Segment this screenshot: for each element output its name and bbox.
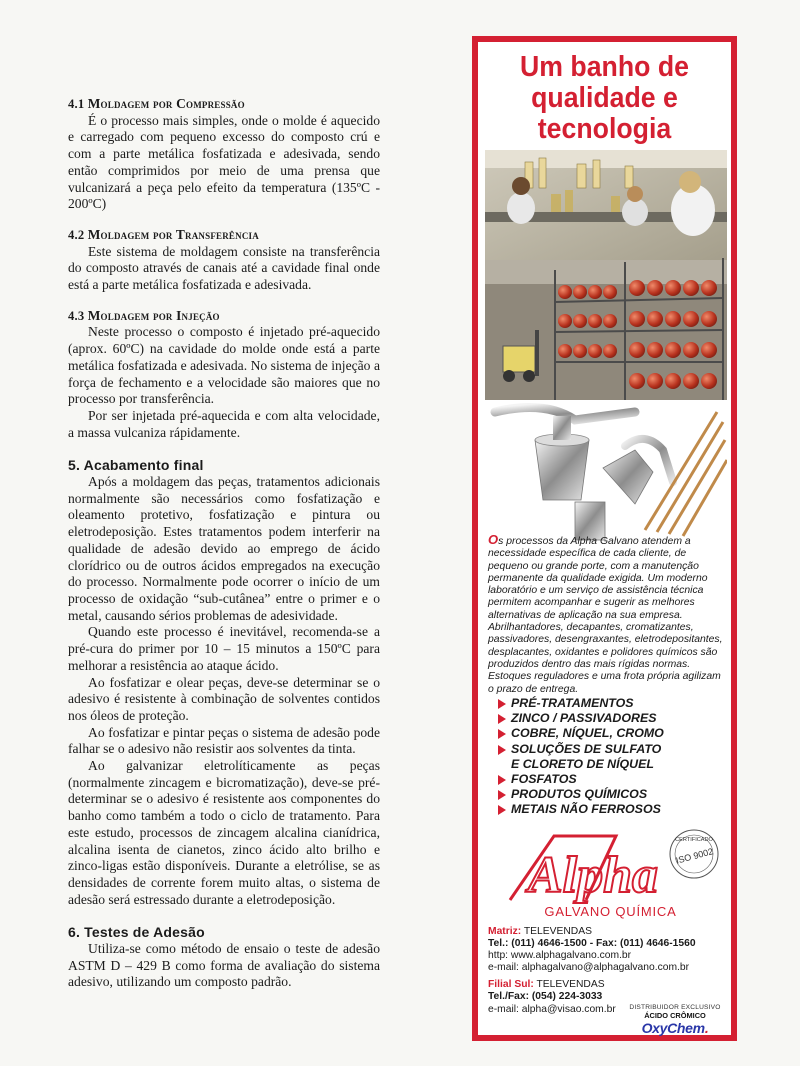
product-list-item: METAIS NÃO FERROSOS xyxy=(498,802,730,817)
triangle-bullet-icon xyxy=(498,714,506,724)
triangle-bullet-icon xyxy=(498,805,506,815)
logo-wordmark: Alpha xyxy=(528,847,659,904)
product-list-item: SOLUÇÕES DE SULFATO xyxy=(498,742,730,757)
section-5-paragraph-3: Ao fosfatizar e olear peças, deve-se determinar se o adesivo é resistente à combinação de solventes contidos nos óleos de proteção. xyxy=(68,674,380,723)
section-4-1-heading: 4.1 Moldagem por Compressão xyxy=(68,96,245,111)
section-4-1-text: É o processo mais simples, onde o molde é aquecido e carregado com pequeno excesso do composto crú e com a parte metálica fosfatizada e adesivada, sendo então comprimidos por meio de uma prensa que vulcanizará a peça pelo efeito da temperatura (135ºC - 200ºC) xyxy=(68,112,380,212)
logo-subtitle: GALVANO QUÍMICA xyxy=(544,904,677,919)
iso-seal-icon xyxy=(670,830,718,878)
filial-phone: Tel./Fax: (054) 224-3033 xyxy=(488,991,603,1003)
seal-top-text: CERTIFICADO xyxy=(675,837,713,843)
section-6-paragraph-1: Utiliza-se como método de ensaio o teste de adesão ASTM D – 429 B como forma de avaliação do sistema adesivo, utilizando um composto padrão. xyxy=(68,941,380,990)
alpha-galvano-advertisement xyxy=(472,36,737,1041)
oxychem-logo: OxyChem. xyxy=(641,1020,709,1036)
ad-headline: Um banho de qualidade e tecnologia xyxy=(520,51,689,145)
section-5-paragraph-4: Ao fosfatizar e pintar peças o sistema de adesão pode falhar se o adesivo não resistir aos solventes da tinta. xyxy=(68,724,380,757)
triangle-bullet-icon xyxy=(498,745,506,755)
section-5-heading: 5. Acabamento final xyxy=(68,457,204,474)
triangle-bullet-icon xyxy=(498,790,506,800)
website-link[interactable]: http: www.alphagalvano.com.br xyxy=(488,950,632,962)
contact-block: Matriz: TELEVENDAS Tel.: (011) 4646-1500 - Fax: (011) 4646-1560 http: www.alphagalvano.com.br e-mail: alphagalvano@alphagalvano.com.br Filial Sul: TELEVENDAS Tel./Fax: (054) 224-3033 e-mail: alpha@visao.com.br xyxy=(488,926,728,1016)
matriz-phone: Tel.: (011) 4646-1500 - Fax: (011) 4646-1560 xyxy=(488,938,696,950)
product-photo-collage xyxy=(485,150,727,550)
article-column xyxy=(68,96,380,991)
section-4-3-heading: 4.3 Moldagem por Injeção xyxy=(68,307,220,323)
triangle-bullet-icon xyxy=(498,699,506,709)
section-4-3-text: Neste processo o composto é injetado pré-aquecido (aprox. 60ºC) na cavidade do molde onde está a parte metálica fosfatizada e adesivada. No sistema de injeção a força de fechamento e a velocidade são maiores que no processo por transferência. xyxy=(68,324,380,407)
section-4-2-heading: 4.2 Moldagem por Transferência xyxy=(68,226,259,242)
product-list-item-continued: E CLORETO DE NÍQUEL xyxy=(511,756,654,771)
triangle-bullet-icon xyxy=(498,775,506,785)
product-list-item: PRODUTOS QUÍMICOS xyxy=(498,787,730,802)
section-4-3-text-2: Por ser injetada pré-aquecida e com alta velocidade, a massa vulcaniza rápidamente. xyxy=(68,407,380,440)
section-5-paragraph-1: Após a moldagem das peças, tratamentos adicionais normalmente são necessários como fosfatização e oleamento protetivo, fosfatização e pintura ou eletrodeposição. Estes tratamentos podem interferir na qualidade de adesão devido ao emprego de ácido clorídrico ou de outros ácidos empregados na execução do processo. Normalmente pode ocorrer o início de um processo de oxidação “sub-cutânea” entre o primer e o metal, causando sérios problemas de adesividade. xyxy=(68,474,380,623)
ad-body-text: Os processos da Alpha Galvano atendem a necessidade específica de cada cliente, de pequeno ou grande porte, com a manutenção permanente da qualidade exigida. Um moderno laboratório e um serviço de assistência técnica permitem acompanhar e sugerir as melhores alternativas de aplicação na sua empresa. Abrilhantadores, decapantes, cromatizantes, passivadores, desengraxantes, eletrodepositantes, desplacantes, oxidantes e polidores químicos são produzidos dentro das mais rígidas normas. Estoques reguladores e uma frota própria agilizam o prazo de entrega. xyxy=(488,532,723,695)
section-6-heading: 6. Testes de Adesão xyxy=(68,924,205,941)
section-5-paragraph-2: Quando este processo é inevitável, recomenda-se a pré-cura do primer por 10 – 15 minutos a 150ºC para melhorar a resistência ao ataque ácido. xyxy=(68,624,380,673)
lab-and-warehouse-illustration xyxy=(485,150,727,550)
alpha-logo xyxy=(498,828,726,938)
seal-iso-text: ISO 9002 xyxy=(674,846,715,866)
product-list-item: COBRE, NÍQUEL, CROMO xyxy=(498,726,730,741)
filial-email[interactable]: e-mail: alpha@visao.com.br xyxy=(488,1003,616,1015)
product-list-item: FOSFATOS xyxy=(498,772,730,787)
triangle-bullet-icon xyxy=(498,729,506,739)
product-list xyxy=(498,696,730,818)
matriz-email[interactable]: e-mail: alphagalvano@alphagalvano.com.br xyxy=(488,962,690,974)
oxychem-distributor-badge: DISTRIBUIDOR EXCLUSIVO ÁCIDO CRÔMICO OxyChem. xyxy=(625,1004,725,1036)
product-list-item: ZINCO / PASSIVADORES xyxy=(498,711,730,726)
section-4-2-text: Este sistema de moldagem consiste na transferência do composto através de canais até a cavidade final onde está a parte metálica fosfatizada e adesivada. xyxy=(68,243,380,293)
section-5-paragraph-5: Ao galvanizar eletrolíticamente as peças (normalmente zincagem e bicromatização), deve-se pré-determinar se o adesivo é resistente aos componentes do banho como também a todo o ciclo de tratamento. Para este estudo, processos de zincagem alcalina cianídrica, alcalina isenta de cianetos, zinco ácido alto brilho e zinco-ligas estão disponíveis. Durante a eletrólise, se as densidades de corrente forem muito altas, o sistema de adesão será estressado durante a eletrodeposição. xyxy=(68,758,380,907)
alpha-logo-mark xyxy=(498,828,726,908)
product-list-item: PRÉ-TRATAMENTOS xyxy=(498,696,730,711)
